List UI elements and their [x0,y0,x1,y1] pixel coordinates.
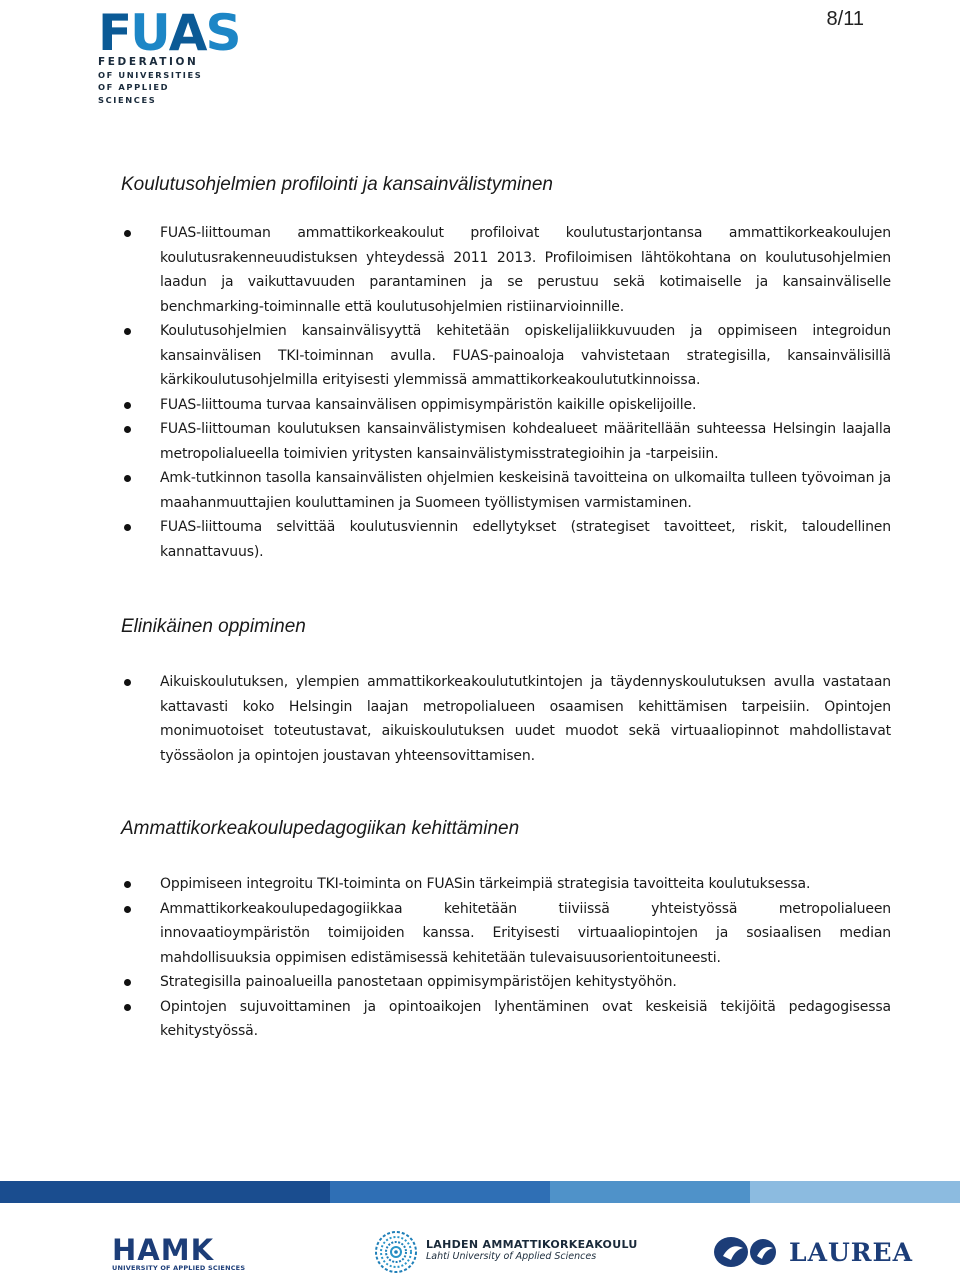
laurea-emblem-icon [713,1234,783,1270]
band-segment [750,1181,960,1203]
bullet-list [121,221,891,564]
fuas-logo-line2: OF UNIVERSITIES [98,69,203,80]
band-segment [330,1181,550,1203]
bullet-item: Ammattikorkeakoulupedagogiikkaa kehitetään tiiviissä yhteistyössä metropolialueen innovaatioympäristön toimijoiden kanssa. Erityisesti virtuaaliopintojen ja sosiaalisen median mahdollisuuksia oppimisen edistämisessä kehitetään tulevaisuusorientoituneesti. [121,897,891,971]
fuas-letter: F [98,4,131,62]
lamk-logo-name: LAHDEN AMMATTIKORKEAKOULU [426,1238,638,1251]
band-segment [0,1181,330,1203]
bullet-item: FUAS-liittouman ammattikorkeakoulut profiloivat koulutustarjontansa ammattikorkeakoulujen koulutusrakenneuudistuksen yhteydessä 2011 2013. Profiloimisen lähtökohtana on koulutusohjelmien laadun ja vaikuttavuuden parantaminen ja se perustuu sekä kotimaiselle ja kansainväliselle benchmarking-toiminnalle että koulutusohjelmien ristiinarvioinnille. [121,221,891,319]
section-profilointi [121,172,891,564]
bullet-item: Strategisilla painoalueilla panostetaan oppimisympäristöjen kehitystyöhön. [121,970,891,995]
hamk-logo-tagline: UNIVERSITY OF APPLIED SCIENCES [112,1264,246,1272]
bullet-item: Oppimiseen integroitu TKI-toiminta on FUASin tärkeimpiä strategisia tavoitteita koulutuksessa. [121,872,891,897]
section-heading: Ammattikorkeakoulupedagogiikan kehittäminen [121,818,520,839]
section-pedagogiikka [121,816,891,1044]
fuas-letter: U [130,4,169,62]
bullet-item: FUAS-liittouma selvittää koulutusviennin edellytykset (strategiset tavoitteet, riskit, taloudellinen kannattavuus). [121,515,891,564]
hamk-logo-word: HAMK [112,1233,215,1267]
laurea-logo-word: LAUREA [789,1238,914,1267]
fuas-letter: S [205,4,240,62]
footer-color-band [0,1181,960,1203]
lamk-logo-tagline: Lahti University of Applied Sciences [426,1251,597,1262]
footer-logos [0,1220,960,1276]
section-heading: Elinikäinen oppiminen [121,616,306,637]
lamk-spiral-icon [374,1230,418,1274]
laurea-logo [713,1234,914,1275]
band-segment [550,1181,750,1203]
bullet-item: Amk-tutkinnon tasolla kansainvälisten ohjelmien keskeisinä tavoitteina on ulkomailta tulleen työvoiman ja maahanmuuttajien kouluttaminen ja Suomeen työllistymisen varmistaminen. [121,466,891,515]
section-heading: Koulutusohjelmien profilointi ja kansainvälistyminen [121,174,553,195]
fuas-logo-line1: FEDERATION [98,56,199,68]
lamk-logo [374,1230,638,1279]
document-body [121,172,891,1044]
bullet-item: FUAS-liittouma turvaa kansainvälisen oppimisympäristön kaikille opiskelijoille. [121,393,891,418]
section-elinikainen [121,614,891,768]
fuas-letter: A [168,4,206,62]
bullet-list [121,670,891,768]
fuas-logo [98,4,240,105]
bullet-list [121,872,891,1044]
bullet-item: Koulutusohjelmien kansainvälisyyttä kehitetään opiskelijaliikkuvuuden ja oppimiseen integroidun kansainvälisen TKI-toiminnan avulla. FUAS-painoaloja vahvistetaan strategisilla, kansainvälisillä kärkikoulutusohjelmilla erityisesti ylemmissä ammattikorkeakoulututkinnoissa. [121,319,891,393]
page-number: 8/11 [826,8,864,30]
bullet-item: Aikuiskoulutuksen, ylempien ammattikorkeakoulututkintojen ja täydennyskoulutuksen avulla vastataan kattavasti koko Helsingin laajan metropolialueen osaamisen kehittämisen tarpeisiin. Opintojen monimuotoiset toteutustavat, aikuiskoulutuksen uudet muodot sekä virtuaaliopinnot mahdollistavat työssäolon ja opintojen joustavan yhteensovittamisen. [121,670,891,768]
hamk-logo [112,1233,246,1272]
fuas-logo-line3: OF APPLIED SCIENCES [98,82,170,105]
bullet-item: Opintojen sujuvoittaminen ja opintoaikojen lyhentäminen ovat keskeisiä tekijöitä pedagogisessa kehitystyössä. [121,995,891,1044]
bullet-item: FUAS-liittouman koulutuksen kansainvälistymisen kohdealueet määritellään suhteessa Helsingin laajalla metropolialueella toimivien yritysten kansainvälistymisstrategioihin ja -tarpeisiin. [121,417,891,466]
